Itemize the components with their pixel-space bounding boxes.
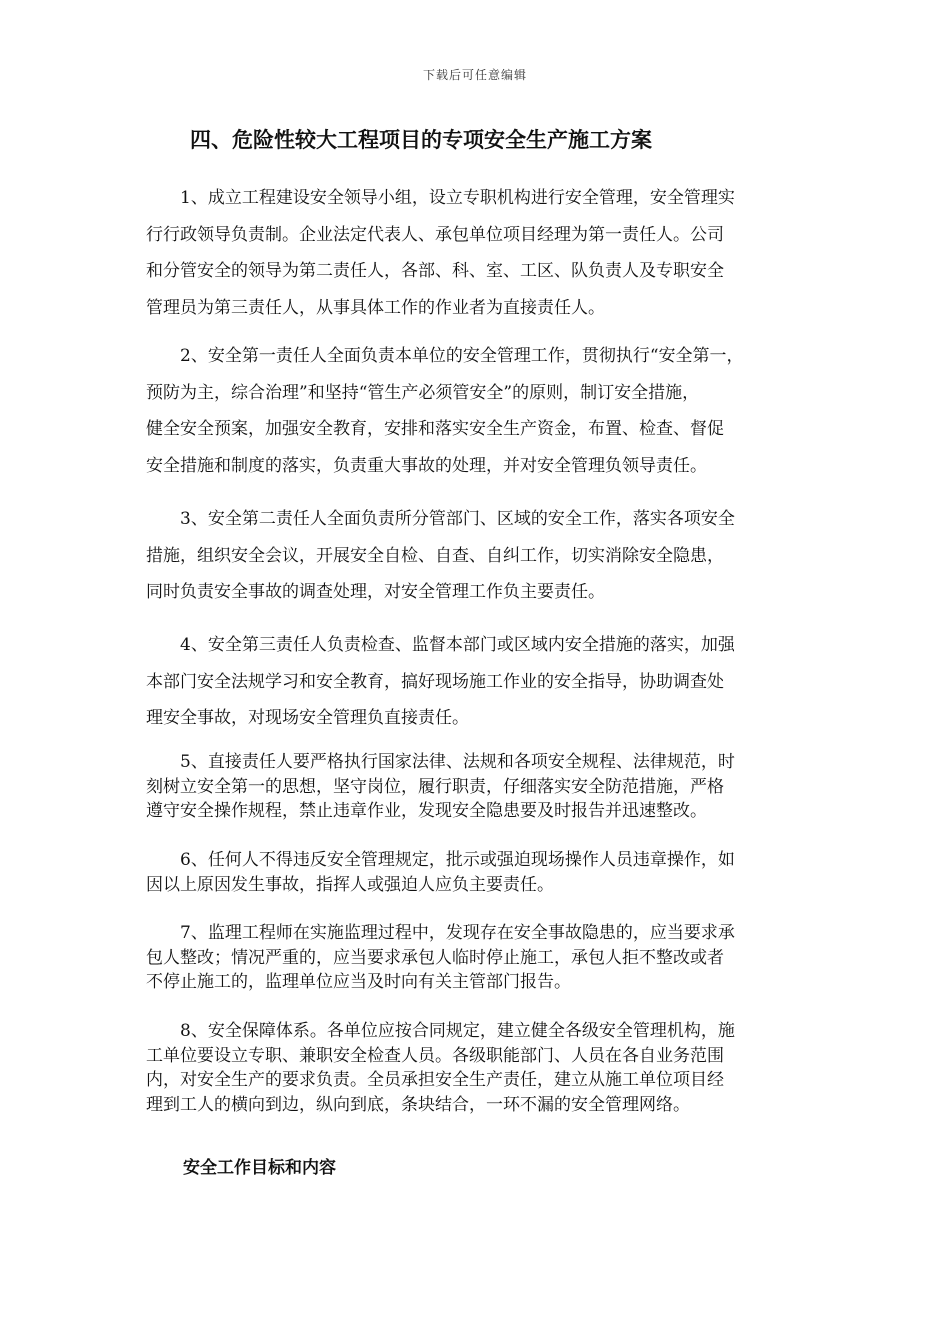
paragraph-5 — [146, 750, 735, 824]
paragraph-line: 理到工人的横向到边，纵向到底，条块结合，一环不漏的安全管理网络。 — [146, 1094, 690, 1115]
paragraph-7 — [146, 921, 735, 995]
paragraph-line: 管理员为第三责任人，从事具体工作的作业者为直接责任人。 — [146, 297, 605, 318]
paragraph-line: 刻树立安全第一的思想，坚守岗位，履行职责，仔细落实安全防范措施，严格 — [146, 776, 724, 797]
paragraph-line: 行行政领导负责制。企业法定代表人、承包单位项目经理为第一责任人。公司 — [146, 224, 724, 245]
paragraph-line: 8、安全保障体系。各单位应按合同规定，建立健全各级安全管理机构，施 — [180, 1021, 735, 1041]
paragraph-line: 健全安全预案，加强安全教育，安排和落实安全生产资金，布置、检查、督促 — [146, 419, 724, 439]
paragraph-line: 和分管安全的领导为第二责任人，各部、科、室、工区、队负责人及专职安全 — [146, 261, 724, 281]
paragraph-line: 内，对安全生产的要求负责。全员承担安全生产责任，建立从施工单位项目经 — [146, 1070, 724, 1090]
paragraph-line: 7、监理工程师在实施监理过程中，发现存在安全事故隐患的，应当要求承 — [180, 923, 735, 943]
paragraph-3 — [146, 501, 735, 611]
paragraph-2 — [146, 338, 744, 484]
paragraph-line: 理安全事故，对现场安全管理负直接责任。 — [146, 708, 469, 728]
paragraph-8 — [146, 1019, 735, 1117]
paragraph-line: 本部门安全法规学习和安全教育，搞好现场施工作业的安全指导，协助调查处 — [146, 671, 724, 692]
paragraph-line: 1、成立工程建设安全领导小组，设立专职机构进行安全管理，安全管理实 — [180, 188, 735, 208]
paragraph-line: 3、安全第二责任人全面负责所分管部门、区域的安全工作，落实各项安全 — [180, 509, 735, 529]
paragraph-line: 因以上原因发生事故，指挥人或强迫人应负主要责任。 — [146, 874, 554, 895]
paragraph-1 — [146, 180, 735, 326]
paragraph-line: 措施，组织安全会议，开展安全自检、自查、自纠工作，切实消除安全隐患， — [146, 545, 724, 566]
paragraph-line: 不停止施工的，监理单位应当及时向有关主管部门报告。 — [146, 972, 571, 992]
paragraph-line: 包人整改；情况严重的，应当要求承包人临时停止施工，承包人拒不整改或者 — [146, 947, 724, 968]
paragraph-line: 6、任何人不得违反安全管理规定，批示或强迫现场操作人员违章操作，如 — [180, 850, 735, 870]
paragraph-6 — [146, 848, 735, 897]
section-subtitle: 安全工作目标和内容 — [183, 1158, 336, 1178]
paragraph-line: 工单位要设立专职、兼职安全检查人员。各级职能部门、人员在各自业务范围 — [146, 1045, 724, 1066]
paragraph-line: 2、安全第一责任人全面负责本单位的安全管理工作，贯彻执行“安全第一， — [180, 346, 744, 366]
paragraph-line: 预防为主，综合治理”和坚持“管生产必须管安全”的原则，制订安全措施， — [146, 382, 700, 403]
paragraph-line: 遵守安全操作规程，禁止违章作业，发现安全隐患要及时报告并迅速整改。 — [146, 801, 707, 821]
paragraph-4 — [146, 627, 735, 737]
paragraph-line: 同时负责安全事故的调查处理，对安全管理工作负主要责任。 — [146, 582, 605, 602]
paragraph-line: 5、直接责任人要严格执行国家法律、法规和各项安全规程、法律规范，时 — [180, 752, 735, 772]
document-title: 四、危险性较大工程项目的专项安全生产施工方案 — [190, 128, 652, 152]
paragraph-line: 4、安全第三责任人负责检查、监督本部门或区域内安全措施的落实，加强 — [180, 635, 735, 655]
paragraph-line: 安全措施和制度的落实，负责重大事故的处理，并对安全管理负领导责任。 — [146, 455, 707, 476]
page-header-note: 下载后可任意编辑 — [422, 68, 527, 82]
